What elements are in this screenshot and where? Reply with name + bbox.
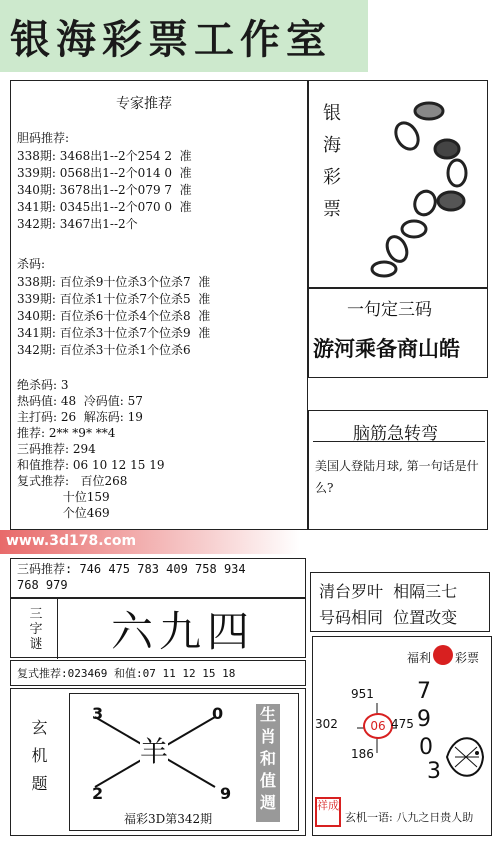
center-char: 羊 [140, 730, 168, 770]
brand-panel [308, 80, 488, 288]
sanzimi-label: 三字谜 [29, 607, 43, 652]
header [0, 0, 368, 72]
stat-line: 绝杀码: 3 [17, 378, 69, 392]
digit: 7 [417, 679, 431, 704]
corner-digit: 3 [92, 704, 104, 723]
naojin-text: 美国人登陆月球, 第一句话是什么? [315, 459, 479, 495]
stat-line: 个位469 [17, 506, 110, 520]
stat-line: 主打码: 26 解冻码: 19 [17, 410, 143, 424]
xuanji-inner [69, 693, 299, 831]
lottery-brand: 福利 [407, 651, 432, 665]
divider [57, 599, 58, 659]
dan-line: 340期: 3678出1--2个079 7 准 [17, 183, 192, 197]
watermark-text: www.3d178.com [6, 533, 137, 549]
yiju-panel [308, 288, 488, 378]
side-label: 生肖和值週 [256, 704, 280, 822]
lottery-logo-icon [433, 645, 453, 665]
watermark-strip [0, 530, 300, 554]
stat-line: 热码值: 48 冷码值: 57 [17, 394, 143, 408]
xuanji-label: 玄机题 [29, 719, 48, 803]
period-label: 福彩3D第342期 [124, 812, 213, 826]
corner-digit: 0 [212, 704, 224, 723]
poem-panel [310, 572, 490, 632]
fushi-text: 复式推荐:023469 和值:07 11 12 15 18 [17, 667, 236, 680]
digit: 0 [419, 735, 433, 760]
wheel-top: 951 [351, 687, 374, 701]
dan-line: 338期: 3468出1--2个254 2 准 [17, 149, 192, 163]
naojin-title: 脑筋急转弯 [353, 424, 438, 444]
xuanji-yiyu: 玄机一语: 八九之日贵人助 [345, 811, 474, 824]
dan-title: 胆码推荐: [17, 131, 70, 145]
stat-line: 十位159 [17, 490, 110, 504]
digit: 3 [427, 759, 441, 784]
digit: 9 [417, 707, 431, 732]
stat-line: 推荐: 2** *9* **4 [17, 426, 116, 440]
stat-line: 和值推荐: 06 10 12 15 19 [17, 458, 165, 472]
sha-line: 342期: 百位杀3十位杀1个位杀6 [17, 343, 191, 357]
lottery-panel [312, 636, 492, 836]
sanzimi-panel [10, 598, 306, 658]
lottery-logo [407, 649, 479, 666]
seal: 祥成 [315, 797, 341, 827]
wheel-left: 302 [315, 717, 338, 731]
lottery-suffix: 彩票 [455, 651, 480, 665]
stat-line: 复式推荐: 百位268 [17, 474, 128, 488]
fushi-panel [10, 660, 306, 686]
sanma-panel [10, 558, 306, 598]
xuanji-panel [10, 688, 306, 836]
yiju-title: 一句定三码 [347, 300, 432, 320]
wheel-center: 06 [363, 713, 393, 739]
stat-line: 三码推荐: 294 [17, 442, 96, 456]
sha-line: 338期: 百位杀9十位杀3个位杀7 准 [17, 275, 211, 289]
sha-line: 340期: 百位杀6十位杀4个位杀8 准 [17, 309, 211, 323]
page-title: 银海彩票工作室 [10, 16, 332, 63]
poem-line: 清台罗叶 相隔三七 [319, 582, 458, 601]
sha-line: 339期: 百位杀1十位杀7个位杀5 准 [17, 292, 211, 306]
yiju-text: 游河乘备商山皓 [313, 336, 460, 361]
sha-line: 341期: 百位杀3十位杀7个位杀9 准 [17, 326, 211, 340]
poem-line: 号码相同 位置改变 [319, 608, 458, 627]
sha-title: 杀码: [17, 257, 46, 271]
expert-section-title: 专家推荐 [116, 96, 172, 112]
dan-line: 339期: 0568出1--2个014 0 准 [17, 166, 192, 180]
divider [313, 441, 485, 442]
corner-digit: 2 [92, 784, 104, 803]
wheel-right: 475 [391, 717, 414, 731]
sanma-line: 三码推荐: 746 475 783 409 758 934 [17, 562, 246, 576]
wheel-bottom: 186 [351, 747, 374, 761]
dan-line: 341期: 0345出1--2个070 0 准 [17, 200, 192, 214]
expert-panel [10, 80, 308, 530]
fish-icon [441, 727, 487, 787]
corner-digit: 9 [220, 784, 232, 803]
dan-line: 342期: 3467出1--2个 [17, 217, 138, 231]
chain-icon [359, 91, 484, 281]
naojin-panel [308, 410, 488, 530]
brand-vertical-text: 银海彩票 [320, 103, 341, 231]
sanzimi-text: 六九四 [111, 607, 256, 656]
sanma-line: 768 979 [17, 578, 68, 592]
